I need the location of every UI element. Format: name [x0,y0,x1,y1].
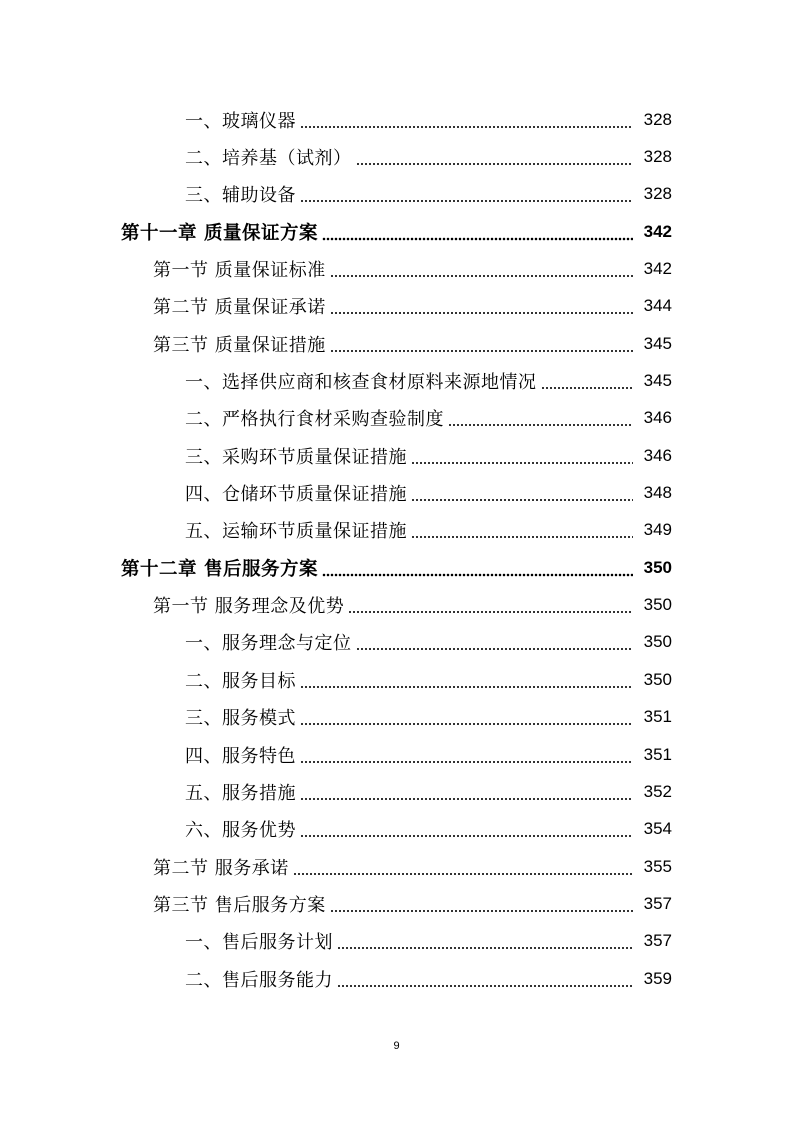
toc-dot-leader [348,595,633,615]
toc-entry-title: 三、辅助设备 [185,185,296,207]
toc-dot-leader [330,894,633,914]
toc-dot-leader [337,969,633,989]
toc-dot-leader [448,408,633,428]
toc-subsection-entry[interactable] [0,362,793,399]
toc-subsection-entry[interactable] [0,474,793,511]
toc-subsection-entry[interactable] [0,624,793,661]
toc-entry-title: 五、服务措施 [185,782,296,804]
toc-page-number: 348 [643,483,672,503]
toc-dot-leader [300,782,633,802]
toc-entry-title: 一、售后服务计划 [185,932,333,954]
toc-section-entry[interactable] [0,885,793,922]
toc-entry-title: 一、选择供应商和核查食材原料来源地情况 [185,372,537,394]
toc-subsection-entry[interactable] [0,101,793,138]
toc-dot-leader [541,371,634,391]
toc-page-number: 328 [643,147,672,167]
toc-page-number: 354 [643,819,672,839]
toc-entry-title: 二、严格执行食材采购查验制度 [185,409,444,431]
toc-page-number: 345 [643,371,672,391]
toc-page-number: 351 [643,744,672,764]
toc-section-entry[interactable] [0,325,793,362]
toc-page-number: 344 [643,296,672,316]
toc-subsection-entry[interactable] [0,736,793,773]
page-number-footer: 9 [393,1040,400,1052]
toc-entry-title: 第十二章 售后服务方案 [121,558,318,580]
toc-entry-title: 第十一章 质量保证方案 [121,222,318,244]
toc-dot-leader [337,931,633,951]
toc-entry-title: 一、玻璃仪器 [185,110,296,132]
toc-subsection-entry[interactable] [0,923,793,960]
toc-page-number: 349 [643,520,672,540]
toc-dot-leader [300,819,633,839]
toc-subsection-entry[interactable] [0,400,793,437]
toc-dot-leader [411,446,633,466]
toc-entry-title: 第一节 质量保证标准 [153,260,326,282]
toc-subsection-entry[interactable] [0,437,793,474]
toc-subsection-entry[interactable] [0,811,793,848]
toc-dot-leader [330,334,633,354]
toc-page-number: 357 [643,931,672,951]
toc-subsection-entry[interactable] [0,699,793,736]
toc-page-number: 355 [643,856,672,876]
toc-entry-title: 四、服务特色 [185,745,296,767]
toc-page-number: 328 [643,109,672,129]
toc-entry-title: 二、服务目标 [185,670,296,692]
toc-page-number: 346 [643,445,672,465]
toc-entry-title: 二、售后服务能力 [185,969,333,991]
table-of-contents [0,101,793,997]
toc-dot-leader [411,520,633,540]
toc-section-entry[interactable] [0,586,793,623]
toc-subsection-entry[interactable] [0,773,793,810]
toc-page-number: 342 [643,221,672,241]
toc-dot-leader [356,632,634,652]
toc-entry-title: 第二节 质量保证承诺 [153,297,326,319]
toc-entry-title: 第三节 质量保证措施 [153,334,326,356]
toc-dot-leader [356,147,634,167]
toc-page-number: 342 [643,259,672,279]
toc-section-entry[interactable] [0,288,793,325]
toc-entry-title: 一、服务理念与定位 [185,633,352,655]
toc-subsection-entry[interactable] [0,960,793,997]
toc-dot-leader [300,184,633,204]
toc-page-number: 346 [643,408,672,428]
toc-entry-title: 六、服务优势 [185,820,296,842]
toc-dot-leader [330,259,633,279]
toc-subsection-entry[interactable] [0,661,793,698]
toc-dot-leader [411,483,633,503]
toc-page-number: 351 [643,707,672,727]
toc-chapter-entry[interactable] [0,549,793,586]
toc-page-number: 357 [643,893,672,913]
toc-entry-title: 第一节 服务理念及优势 [153,596,345,618]
toc-dot-leader [300,707,633,727]
toc-entry-title: 四、仓储环节质量保证措施 [185,484,407,506]
toc-page-number: 352 [643,781,672,801]
toc-subsection-entry[interactable] [0,512,793,549]
toc-page-number: 359 [643,968,672,988]
toc-entry-title: 二、培养基（试剂） [185,148,352,170]
toc-dot-leader [293,857,633,877]
toc-dot-leader [300,110,633,130]
toc-dot-leader [322,558,633,578]
toc-entry-title: 三、服务模式 [185,708,296,730]
toc-section-entry[interactable] [0,848,793,885]
toc-dot-leader [322,222,633,242]
toc-dot-leader [330,296,633,316]
toc-page-number: 328 [643,184,672,204]
toc-page-number: 350 [643,557,672,577]
toc-page-number: 350 [643,632,672,652]
toc-subsection-entry[interactable] [0,176,793,213]
toc-page-number: 350 [643,595,672,615]
toc-section-entry[interactable] [0,250,793,287]
toc-page-number: 345 [643,333,672,353]
toc-entry-title: 五、运输环节质量保证措施 [185,521,407,543]
toc-subsection-entry[interactable] [0,138,793,175]
toc-dot-leader [300,745,633,765]
toc-dot-leader [300,670,633,690]
toc-entry-title: 三、采购环节质量保证措施 [185,446,407,468]
toc-entry-title: 第三节 售后服务方案 [153,894,326,916]
toc-page-number: 350 [643,669,672,689]
toc-entry-title: 第二节 服务承诺 [153,857,289,879]
toc-chapter-entry[interactable] [0,213,793,250]
